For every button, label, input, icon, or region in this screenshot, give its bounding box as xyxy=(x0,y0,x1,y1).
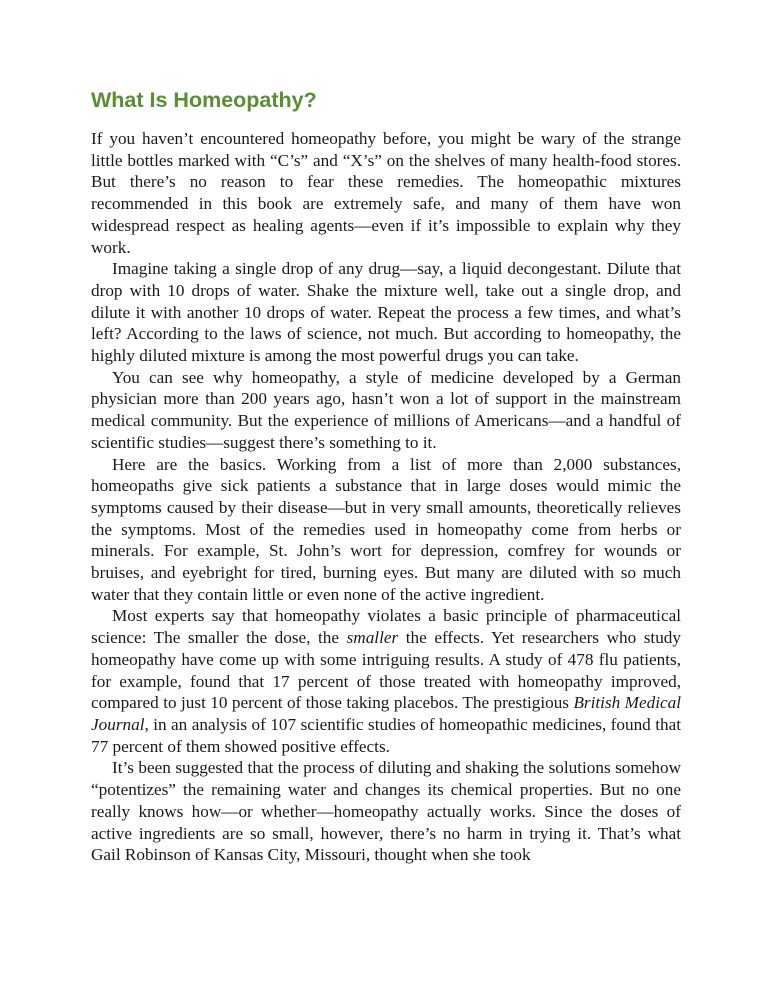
paragraph-2: Imagine taking a single drop of any drug—say, a liquid decongestant. Dilute that drop with 10 drops of water. Shake the mixture well, take out a single drop, and dilute it with another 10 drops of water. Repeat the process a few times, and what’s left? According to the laws of science, not much. But according to homeopathy, the highly diluted mixture is among the most powerful drugs you can take. xyxy=(91,259,681,366)
article-body xyxy=(91,128,681,866)
journal-title: British Medical Journal xyxy=(91,693,681,734)
paragraph-6: It’s been suggested that the process of diluting and shaking the solutions somehow “potentizes” the remaining water and changes its chemical properties. But no one really knows how—or whether—homeopathy actually works. Since the doses of active ingredients are so small, however, there’s no harm in trying it. That’s what Gail Robinson of Kansas City, Missouri, thought when she took xyxy=(91,758,681,865)
emphasis-smaller: smaller xyxy=(346,628,399,648)
paragraph-1: If you haven’t encountered homeopathy before, you might be wary of the strange little bottles marked with “C’s” and “X’s” on the shelves of many health-food stores. But there’s no reason to fear these remedies. The homeopathic mixtures recommended in this book are extremely safe, and many of them have won widespread respect as healing agents—even if it’s impossible to explain why they work. xyxy=(91,129,681,257)
section-title: What Is Homeopathy? xyxy=(91,88,317,112)
paragraph-5-part-c: , in an analysis of 107 scientific studies of homeopathic medicines, found that 77 percent of them showed positive effects. xyxy=(91,714,681,756)
paragraph-4: Here are the basics. Working from a list of more than 2,000 substances, homeopaths give sick patients a substance that in large doses would mimic the symptoms caused by their disease—but in very small amounts, theoretically relieves the symptoms. Most of the remedies used in homeopathy come from herbs or minerals. For example, St. John’s wort for depression, comfrey for wounds or bruises, and eyebright for tired, burning eyes. But many are diluted with so much water that they contain little or even none of the active ingredient. xyxy=(91,454,681,604)
paragraph-3: You can see why homeopathy, a style of medicine developed by a German physician more than 200 years ago, hasn’t won a lot of support in the mainstream medical community. But the experience of millions of Americans—and a handful of scientific studies—suggest there’s something to it. xyxy=(91,367,681,452)
paragraph-5-part-a: Most experts say that homeopathy violates a basic principle of pharmaceutical science: The smaller the dose, the xyxy=(91,606,681,648)
paragraph-5 xyxy=(91,605,681,757)
paragraph-5-part-b: the effects. Yet researchers who study homeopathy have come up with some intriguing results. A study of 478 flu patients, for example, found that 17 percent of those treated with homeopathy improved, compared to just 10 percent of those taking placebos. The prestigious xyxy=(91,628,681,713)
